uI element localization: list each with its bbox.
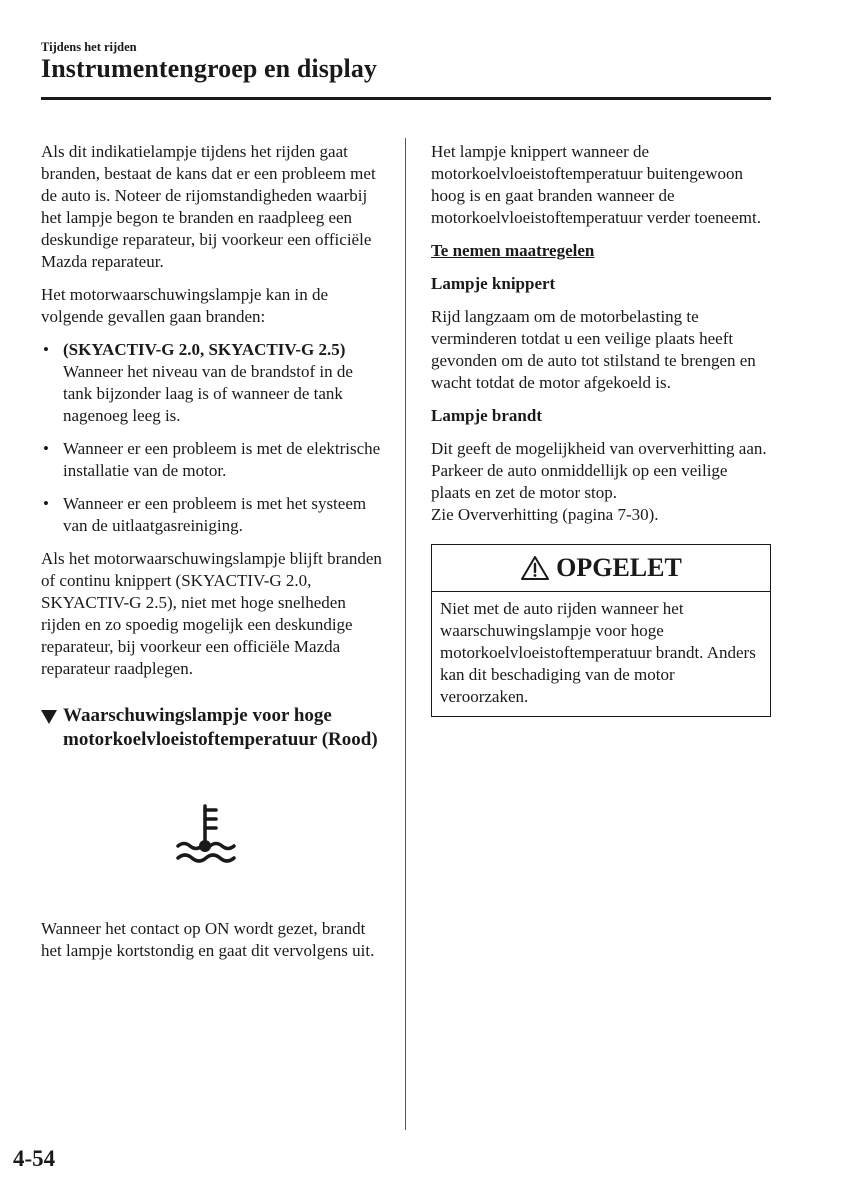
list-item xyxy=(41,438,386,482)
triangle-marker-icon xyxy=(41,710,57,724)
caution-header xyxy=(432,545,770,592)
list-item xyxy=(41,493,386,537)
list-item-text: Wanneer er een probleem is met de elektrische installatie van de motor. xyxy=(63,439,381,480)
intro-paragraph: Als dit indikatielampje tijdens het rijden gaat branden, bestaat de kans dat er een probleem met de auto is. Noteer de rijomstandigheden waarbij het lampje begon te branden en raadpleeg een deskundige reparateur, bij voorkeur een officiële Mazda reparateur. xyxy=(41,142,376,271)
blink-explanation-paragraph: Het lampje knippert wanneer de motorkoelvloeistoftemperatuur buitengewoon hoog is en gaat branden wanneer de motorkoelvloeistoftemperatuur verder toeneemt. xyxy=(431,142,761,227)
left-column xyxy=(41,141,386,973)
title-rule xyxy=(41,97,771,100)
overheating-reference: Zie Oververhitting (pagina 7-30). xyxy=(431,505,659,524)
caution-box xyxy=(431,544,771,717)
caution-title: OPGELET xyxy=(556,553,682,582)
cases-list xyxy=(41,339,386,537)
ignition-paragraph: Wanneer het contact op ON wordt gezet, brandt het lampje kortstondig en gaat dit vervolgens uit. xyxy=(41,919,375,960)
measures-heading: Te nemen maatregelen xyxy=(431,241,595,260)
right-column xyxy=(431,141,771,717)
page-title: Instrumentengroep en display xyxy=(41,54,378,83)
warning-triangle-icon xyxy=(520,555,550,581)
lit-text: Dit geeft de mogelijkheid van oververhitting aan. Parkeer de auto onmiddellijk op een veilige plaats en zet de motor stop. xyxy=(431,439,767,502)
caution-text: Niet met de auto rijden wanneer het waarschuwingslampje voor hoge motorkoelvloeistoftemperatuur brandt. Anders kan dit beschadiging van de motor veroorzaken. xyxy=(440,599,756,706)
advice-paragraph: Als het motorwaarschuwingslampje blijft branden of continu knippert (SKYACTIV-G 2.0, SKYACTIV-G 2.5), niet met hoge snelheden rijden en zo spoedig mogelijk een deskundige reparateur, bij voorkeur een officiële Mazda reparateur raadplegen. xyxy=(41,549,382,678)
warning-light-heading xyxy=(41,704,386,752)
list-item xyxy=(41,339,386,427)
list-item-text: Wanneer het niveau van de brandstof in de tank bijzonder laag is of wanneer de tank nagenoeg leeg is. xyxy=(63,362,353,425)
coolant-temperature-icon xyxy=(174,802,240,866)
list-item-text: Wanneer er een probleem is met het systeem van de uitlaatgasreiniging. xyxy=(63,494,367,535)
lit-heading: Lampje brandt xyxy=(431,406,542,425)
list-item-qualifier: (SKYACTIV-G 2.0, SKYACTIV-G 2.5) xyxy=(63,340,346,359)
warning-light-heading-text: Waarschuwingslampje voor hoge motorkoelvloeistoftemperatuur (Rood) xyxy=(63,705,378,750)
blink-heading: Lampje knippert xyxy=(431,274,556,293)
cases-intro-paragraph: Het motorwaarschuwingslampje kan in de volgende gevallen gaan branden: xyxy=(41,285,329,326)
page-number: 4-54 xyxy=(13,1146,56,1171)
section-label: Tijdens het rijden xyxy=(41,40,137,54)
blink-text: Rijd langzaam om de motorbelasting te verminderen totdat u een veilige plaats heeft gevonden om de auto tot stilstand te brengen en wacht totdat de motor afgekoeld is. xyxy=(431,307,756,392)
column-divider xyxy=(405,138,406,1130)
